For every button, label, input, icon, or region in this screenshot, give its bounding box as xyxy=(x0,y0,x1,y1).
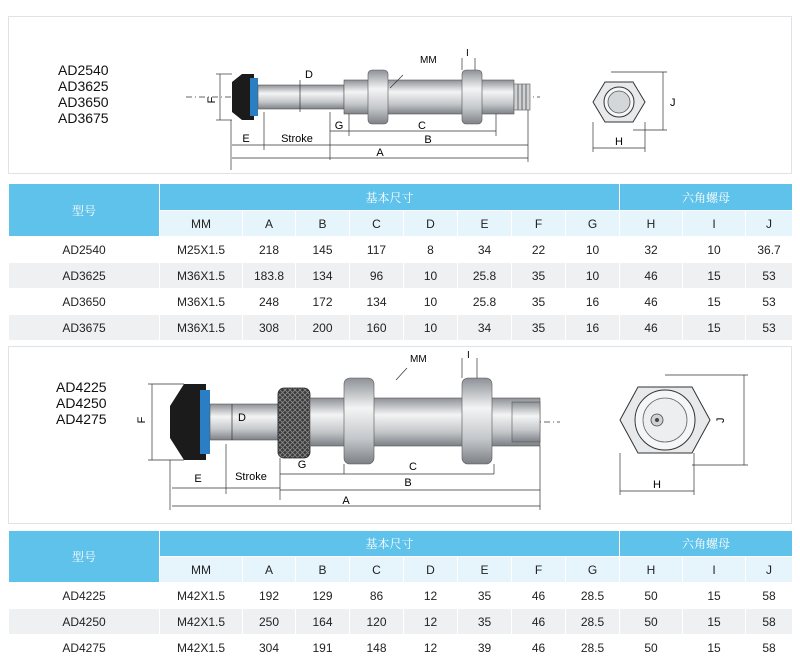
table-cell: 134 xyxy=(366,294,387,309)
table-cell: 15 xyxy=(683,609,745,634)
basic-dimensions-header: 基本尺寸 xyxy=(160,184,619,210)
table-cell: 32 xyxy=(644,242,658,257)
dim-label-stroke: Stroke xyxy=(235,471,267,483)
column-header: F xyxy=(512,211,565,236)
table-cell: 10 xyxy=(585,242,600,257)
dim-label-d: D xyxy=(305,69,313,81)
table-cell: 53 xyxy=(762,294,776,309)
dim-label-j: J xyxy=(715,417,727,423)
table-cell: 12 xyxy=(423,588,438,603)
table-cell: 53 xyxy=(746,315,792,340)
column-header: G xyxy=(566,557,619,582)
table-row xyxy=(9,289,792,314)
dim-label-j: J xyxy=(670,97,676,109)
table-cell: 28.5 xyxy=(580,640,605,655)
table-cell: 50 xyxy=(620,609,682,634)
column-header: E xyxy=(458,211,511,236)
table-cell: 36.7 xyxy=(757,242,781,257)
basic-dimensions-header: 基本尺寸 xyxy=(160,531,619,556)
table-cell: M36X1.5 xyxy=(176,294,226,309)
dim-label-g: G xyxy=(334,120,344,132)
table-cell: 10 xyxy=(404,315,457,340)
column-header: A xyxy=(243,211,295,236)
table-row xyxy=(9,583,792,608)
table-cell: 15 xyxy=(707,640,721,655)
table-cell: 304 xyxy=(258,640,280,655)
dim-label-i: I xyxy=(466,48,469,59)
table-cell: 25.8 xyxy=(458,263,511,288)
table-cell: 58 xyxy=(762,588,776,603)
hex-nut-header: 六角螺母 xyxy=(620,184,792,210)
model-cell: AD2540 xyxy=(9,237,159,262)
table-cell: 39 xyxy=(477,640,492,655)
model-header: 型号 xyxy=(9,531,159,582)
dim-label-c: C xyxy=(409,461,417,473)
model-cell: AD3650 xyxy=(9,289,159,314)
table-row xyxy=(9,609,792,634)
column-header: B xyxy=(296,211,349,236)
dim-label-e: E xyxy=(242,133,250,145)
table-cell: 120 xyxy=(350,609,403,634)
table-cell: 218 xyxy=(258,242,280,257)
table-cell: M36X1.5 xyxy=(160,263,242,288)
column-header: J xyxy=(746,211,792,236)
dim-label-mm: MM xyxy=(410,354,427,365)
dim-label-g: G xyxy=(297,459,307,471)
table-cell: 58 xyxy=(762,640,776,655)
table-cell: 50 xyxy=(644,588,658,603)
table-cell: 134 xyxy=(296,263,349,288)
table-cell: 117 xyxy=(366,242,387,257)
table-cell: 172 xyxy=(312,294,333,309)
table-cell: 46 xyxy=(620,263,682,288)
table-cell: 148 xyxy=(366,640,387,655)
model-label: AD4250 xyxy=(56,395,107,411)
dim-label-a: A xyxy=(376,147,384,159)
table-cell: M42X1.5 xyxy=(176,640,226,655)
table-cell: 35 xyxy=(512,263,565,288)
model-label: AD3650 xyxy=(58,94,109,110)
table-row xyxy=(9,635,792,660)
table-cell: 15 xyxy=(683,315,745,340)
dim-label-a: A xyxy=(342,495,350,507)
table-row xyxy=(9,263,792,288)
table-cell: 35 xyxy=(512,315,565,340)
table-cell: 96 xyxy=(350,263,403,288)
table-cell: 34 xyxy=(477,242,492,257)
column-header: E xyxy=(458,557,511,582)
column-header: H xyxy=(620,557,682,582)
model-cell: AD4275 xyxy=(9,635,159,660)
dim-label-b: B xyxy=(424,134,432,146)
table-cell: 46 xyxy=(531,640,546,655)
hex-nut-header: 六角螺母 xyxy=(620,531,792,556)
column-header: G xyxy=(566,211,619,236)
dim-label-c: C xyxy=(418,120,426,132)
model-cell: AD3675 xyxy=(9,315,159,340)
table-cell: 8 xyxy=(427,242,434,257)
dim-label-i: I xyxy=(467,350,470,361)
table-cell: 16 xyxy=(585,294,600,309)
table-cell: M42X1.5 xyxy=(160,609,242,634)
table-cell: 10 xyxy=(707,242,721,257)
column-header: MM xyxy=(160,557,242,582)
column-header: I xyxy=(683,211,745,236)
table-cell: 50 xyxy=(644,640,658,655)
table-cell: 248 xyxy=(258,294,280,309)
model-label: AD4275 xyxy=(56,411,107,427)
table-cell: 12 xyxy=(423,640,438,655)
table-cell: 28.5 xyxy=(580,588,605,603)
table-cell: 22 xyxy=(531,242,546,257)
table-cell: 15 xyxy=(683,263,745,288)
model-header: 型号 xyxy=(9,184,159,236)
dim-label-mm: MM xyxy=(420,55,437,66)
table-cell: 86 xyxy=(369,588,384,603)
column-header: I xyxy=(683,557,745,582)
table-cell: 35 xyxy=(531,294,546,309)
table-cell: 183.8 xyxy=(243,263,295,288)
column-header: B xyxy=(296,557,349,582)
column-header: C xyxy=(350,557,403,582)
table-cell: 46 xyxy=(620,315,682,340)
table-cell: 192 xyxy=(258,588,280,603)
table-cell: 250 xyxy=(243,609,295,634)
table-cell: 58 xyxy=(746,609,792,634)
dim-label-d: D xyxy=(238,412,246,424)
column-header: A xyxy=(243,557,295,582)
table-cell: 34 xyxy=(458,315,511,340)
column-header: H xyxy=(620,211,682,236)
table-cell: 164 xyxy=(296,609,349,634)
table-cell: M42X1.5 xyxy=(176,588,226,603)
table-cell: 10 xyxy=(423,294,438,309)
table-cell: 191 xyxy=(312,640,333,655)
table-cell: 35 xyxy=(477,588,492,603)
column-header: F xyxy=(512,557,565,582)
table-cell: 10 xyxy=(566,263,619,288)
table-cell: 28.5 xyxy=(566,609,619,634)
table-cell: 46 xyxy=(531,588,546,603)
dim-label-stroke: Stroke xyxy=(281,133,313,145)
model-label: AD2540 xyxy=(58,62,109,78)
model-label: AD3675 xyxy=(58,110,109,126)
bottom-end-view-drawing xyxy=(600,365,760,505)
bottom-spec-table xyxy=(8,530,793,661)
model-cell: AD3625 xyxy=(9,263,159,288)
column-header: D xyxy=(404,557,457,582)
column-header: C xyxy=(350,211,403,236)
dim-label-h: H xyxy=(615,136,623,148)
table-row xyxy=(9,237,792,262)
table-cell: 35 xyxy=(458,609,511,634)
table-cell: 129 xyxy=(312,588,333,603)
dim-label-f: F xyxy=(206,96,218,104)
dim-label-f: F xyxy=(136,416,148,424)
table-cell: 160 xyxy=(350,315,403,340)
model-label: AD3625 xyxy=(58,78,109,94)
top-end-view-drawing xyxy=(575,60,685,160)
top-spec-table xyxy=(8,183,793,341)
table-cell: 16 xyxy=(566,315,619,340)
model-cell: AD4225 xyxy=(9,583,159,608)
table-cell: 200 xyxy=(296,315,349,340)
table-cell: 12 xyxy=(404,609,457,634)
column-header: D xyxy=(404,211,457,236)
column-header: J xyxy=(746,557,792,582)
table-cell: 53 xyxy=(746,263,792,288)
table-cell: 15 xyxy=(707,294,721,309)
dim-label-h: H xyxy=(653,479,661,491)
dim-label-e: E xyxy=(194,473,202,485)
table-cell: 25.8 xyxy=(472,294,497,309)
table-cell: M36X1.5 xyxy=(160,315,242,340)
table-cell: 308 xyxy=(243,315,295,340)
table-cell: 46 xyxy=(644,294,658,309)
table-row xyxy=(9,315,792,340)
column-header: MM xyxy=(160,211,242,236)
table-cell: 46 xyxy=(512,609,565,634)
table-cell: M25X1.5 xyxy=(176,242,226,257)
table-cell: 145 xyxy=(312,242,333,257)
dim-label-b: B xyxy=(404,477,412,489)
model-cell: AD4250 xyxy=(9,609,159,634)
table-cell: 10 xyxy=(404,263,457,288)
model-label: AD4225 xyxy=(56,379,107,395)
table-cell: 15 xyxy=(707,588,721,603)
